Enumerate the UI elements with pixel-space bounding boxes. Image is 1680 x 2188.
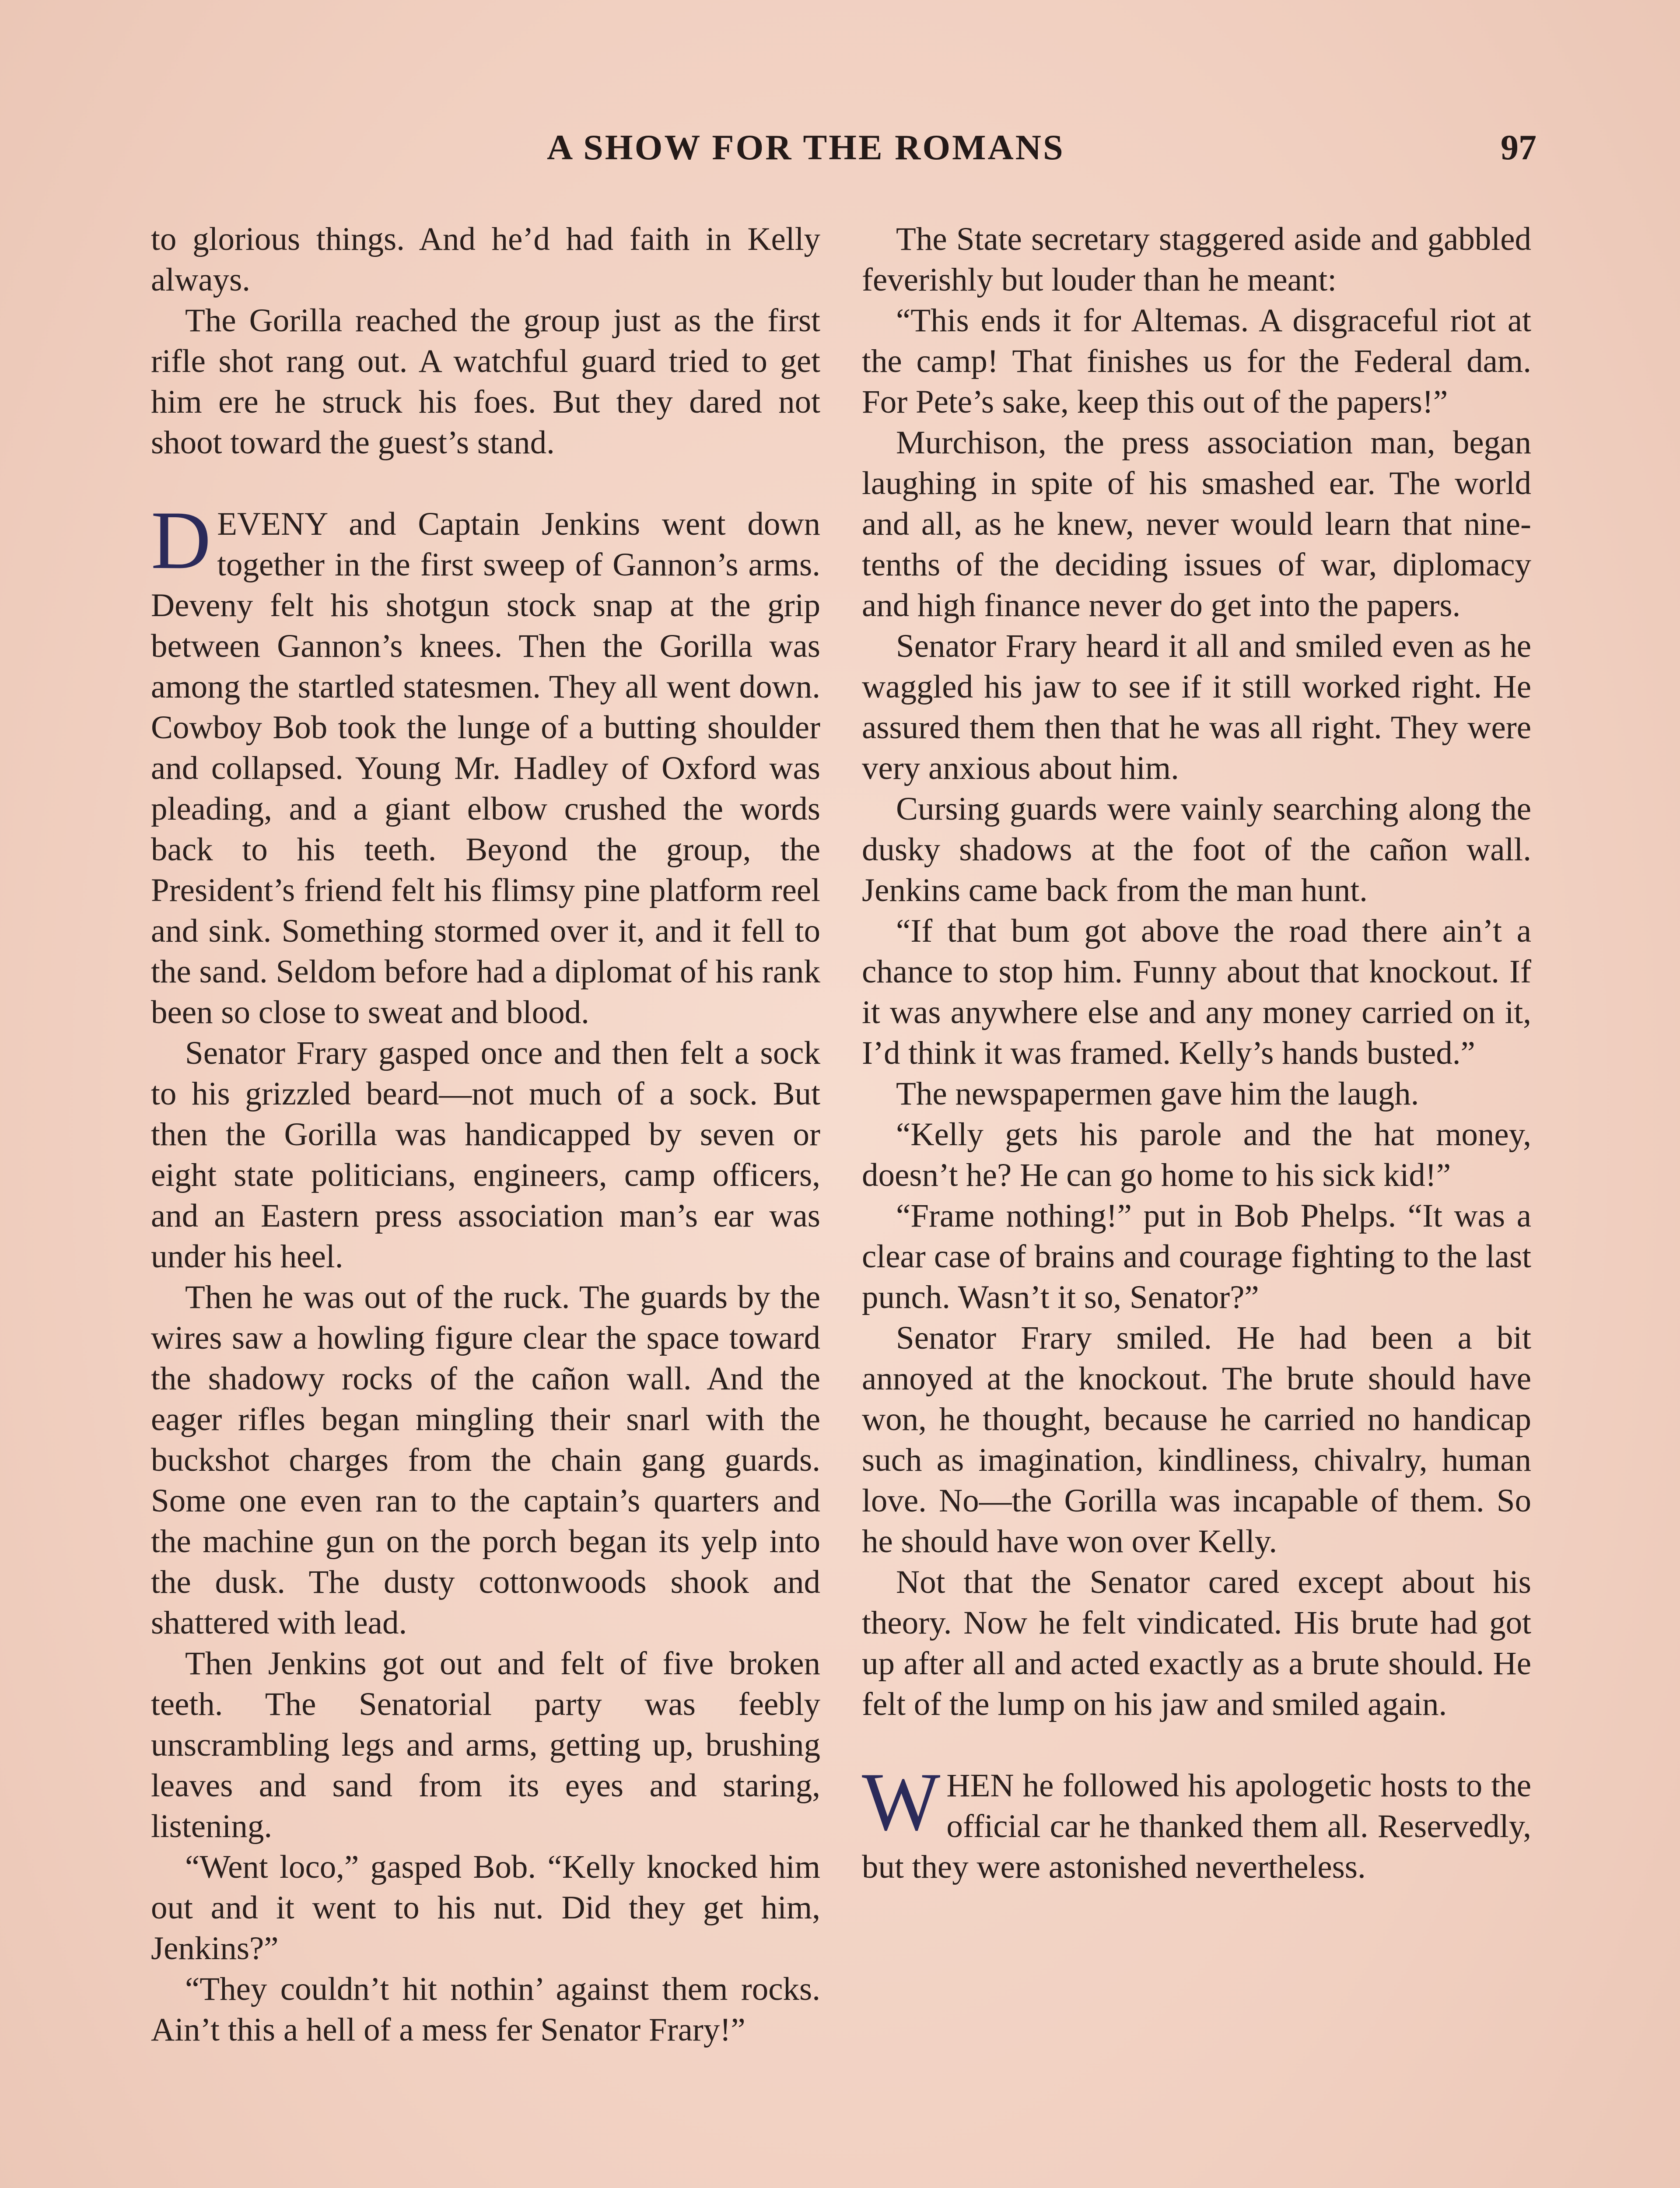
paragraph: Then he was out of the ruck. The guards by the wires saw a howling figure clear the space toward the shadowy rocks of the cañon wall. And the eager rifles began mingling their snarl with the buckshot charges from the chain gang guards. Some one even ran to the captain’s quarters and the machine gun on the porch began its yelp into the dusk. The dusty cottonwoods shook and shattered with lead. [151,1279,820,1641]
paragraph: to glorious things. And he’d had faith in Kelly always. [151,221,820,298]
section-break [862,1725,1531,1765]
drop-cap-letter: D [151,494,211,586]
paragraph: “Kelly gets his parole and the hat money, doesn’t he? He can go home to his sick kid!” [862,1116,1531,1193]
paragraph: “They couldn’t hit nothin’ against them rocks. Ain’t this a hell of a mess fer Senator Frary!” [151,1971,820,2048]
paragraph: Murchison, the press association man, began laughing in spite of his smashed ear. The world and all, as he knew, never would learn that nine-tenths of the deciding issues of war, diplomacy and high finance never do get into the papers. [862,424,1531,624]
paragraph-dropcap [862,1756,1531,1887]
paragraph: Senator Frary smiled. He had been a bit annoyed at the knockout. The brute should have won, he thought, because he carried no handicap such as imagination, kindliness, chivalry, human love. No—the Gorilla was incapable of them. So he should have won over Kelly. [862,1320,1531,1560]
section-break [151,463,820,504]
paragraph: Not that the Senator cared except about his theory. Now he felt vindicated. His brute had got up after all and acted exactly as a brute should. He felt of the lump on his jaw and smiled again. [862,1564,1531,1722]
running-title: A SHOW FOR THE ROMANS [547,127,1065,167]
dropcap-paragraph-text: HEN he followed his apologetic hosts to the official car he thanked them all. Reservedly, but they were astonished nevertheless. [862,1767,1531,1885]
paragraph-dropcap [151,494,820,1033]
paragraph: The Gorilla reached the group just as the first rifle shot rang out. A watchful guard tried to get him ere he struck his foes. But they dared not shoot toward the guest’s stand. [151,302,820,461]
paragraph: “Went loco,” gasped Bob. “Kelly knocked him out and it went to his nut. Did they get him, Jenkins?” [151,1849,820,1967]
paragraph: Senator Frary heard it all and smiled even as he waggled his jaw to see if it still worked right. He assured them then that he was all right. They were very anxious about him. [862,628,1531,786]
left-column [151,219,820,2050]
page-number: 97 [1501,127,1536,167]
right-column [862,219,1531,1887]
paragraph: Cursing guards were vainly searching along the dusky shadows at the foot of the cañon wall. Jenkins came back from the man hunt. [862,791,1531,908]
paragraph: Senator Frary gasped once and then felt a sock to his grizzled beard—not much of a sock. But then the Gorilla was handicapped by seven or eight state politicians, engineers, camp officers, and an Eastern press association man’s ear was under his heel. [151,1035,820,1275]
paragraph: “This ends it for Altemas. A disgraceful riot at the camp! That finishes us for the Federal dam. For Pete’s sake, keep this out of the papers!” [862,302,1531,420]
dropcap-paragraph-text: EVENY and Captain Jenkins went down together in the first sweep of Gannon’s arms. Deveny felt his shotgun stock snap at the grip between Gannon’s knees. Then the Gorilla was among the startled statesmen. They all went down. Cowboy Bob took the lunge of a butting shoulder and collapsed. Young Mr. Hadley of Oxford was pleading, and a giant elbow crushed the words back to his teeth. Beyond the group, the President’s friend felt his flimsy pine platform reel and sink. Something stormed over it, and it fell to the sand. Seldom before had a diplomat of his rank been so close to sweat and blood. [151,506,820,1031]
paragraph: The newspapermen gave him the laugh. [896,1076,1419,1112]
paragraph: “If that bum got above the road there ain’t a chance to stop him. Funny about that knockout. If it was anywhere else and any money carried on it, I’d think it was framed. Kelly’s hands busted.” [862,913,1531,1071]
drop-cap-letter: W [862,1756,941,1848]
paragraph: The State secretary staggered aside and gabbled feverishly but louder than he meant: [862,221,1531,298]
paragraph: Then Jenkins got out and felt of five broken teeth. The Senatorial party was feebly unscrambling legs and arms, getting up, brushing leaves and sand from its eyes and staring, listening. [151,1645,820,1844]
paragraph: “Frame nothing!” put in Bob Phelps. “It was a clear case of brains and courage fighting to the last punch. Wasn’t it so, Senator?” [862,1198,1531,1315]
